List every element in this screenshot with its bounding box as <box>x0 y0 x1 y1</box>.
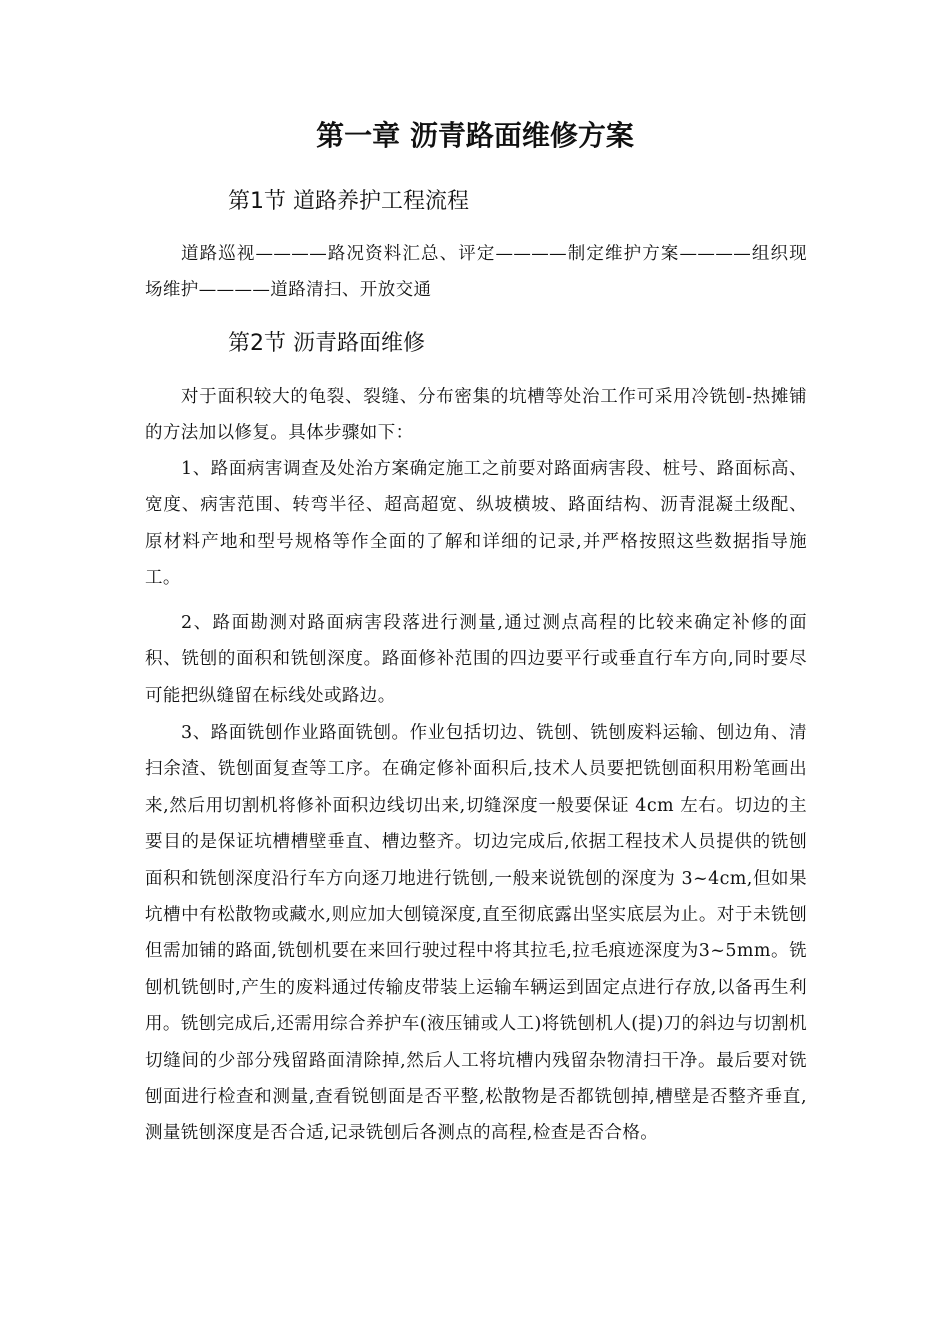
chapter-title: 第一章 沥青路面维修方案 <box>316 119 634 152</box>
section-2-title: 第2节 沥青路面维修 <box>228 331 425 356</box>
intro-paragraph: 对于面积较大的龟裂、裂缝、分布密集的坑槽等处治工作可采用冷铣刨-热摊铺的方法加以修复。具体步骤如下： <box>145 387 807 444</box>
step-3-paragraph: 3、路面铣刨作业路面铣刨。作业包括切边、铣刨、铣刨废料运输、刨边角、清扫余渣、铣刨面复查等工序。在确定修补面积后,技术人员要把铣刨面积用粉笔画出来,然后用切割机将修补面积边线切出来,切缝深度一般要保证 4cm 左右。切边的主要目的是保证坑槽槽壁垂直、槽边整齐。切边完成后,依据工程技术人员提供的铣刨面积和铣刨深度沿行车方向逐刀地进行铣刨,一般来说铣刨的深度为 3~4cm,但如果坑槽中有松散物或藏水,则应加大刨镜深度,直至彻底露出坚实底层为止。对于未铣刨但需加铺的路面,铣刨机要在来回行驶过程中将其拉毛,拉毛痕迹深度为3~5mm。铣刨机铣刨时,产生的废料通过传输皮带装上运输车辆运到固定点进行存放,以备再生利用。铣刨完成后,还需用综合养护车(液压铺或人工)将铣刨机人(提)刀的斜边与切割机切缝间的少部分残留路面清除掉,然后人工将坑槽内残留杂物清扫干净。最后要对铣刨面进行检查和测量,查看锐刨面是否平整,松散物是否都铣刨掉,槽壁是否整齐垂直,测量铣刨深度是否合适,记录铣刨后各测点的高程,检查是否合格。 <box>145 723 807 1144</box>
step-2-paragraph: 2、路面勘测对路面病害段落进行测量,通过测点高程的比较来确定补修的面积、铣刨的面积和铣刨深度。路面修补范围的四边要平行或垂直行车方向,同时要尽可能把纵缝留在标线处或路边。 <box>145 613 807 706</box>
workflow-paragraph: 道路巡视————路况资料汇总、评定————制定维护方案————组织现场维护————道路清扫、开放交通 <box>145 244 807 301</box>
step-1-paragraph: 1、路面病害调查及处治方案确定施工之前要对路面病害段、桩号、路面标高、宽度、病害范围、转弯半径、超高超宽、纵坡横坡、路面结构、沥青混凝土级配、原材料产地和型号规格等作全面的了解和详细的记录,并严格按照这些数据指导施工。 <box>145 459 807 589</box>
section-1-title: 第1节 道路养护工程流程 <box>228 189 469 214</box>
